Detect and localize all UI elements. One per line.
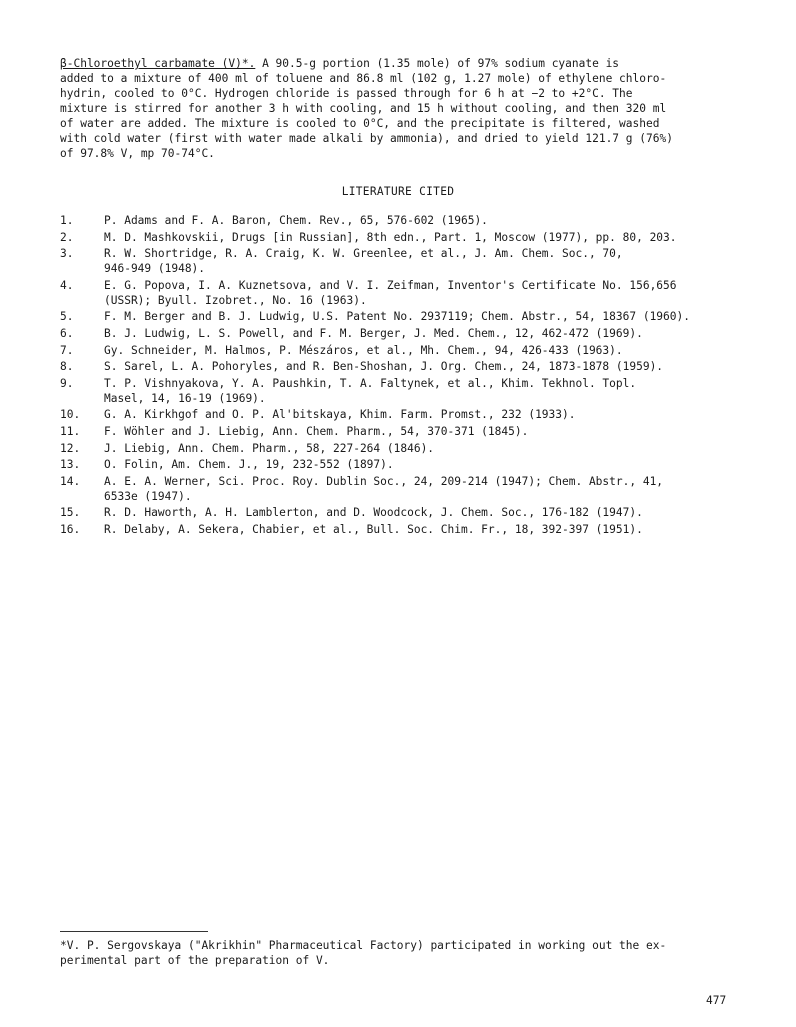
reference-item [60, 343, 760, 358]
procedure-paragraph [60, 56, 746, 161]
reference-text: F. M. Berger and B. J. Ludwig, U.S. Patent No. 2937119; Chem. Abstr., 54, 18367 (1960). [104, 310, 690, 324]
reference-item [60, 522, 760, 537]
reference-list [60, 213, 760, 539]
reference-item [60, 376, 760, 406]
reference-text: O. Folin, Am. Chem. J., 19, 232-552 (1897). [104, 458, 394, 472]
procedure-line: of 97.8% V, mp 70-74°C. [60, 147, 215, 160]
reference-text: J. Liebig, Ann. Chem. Pharm., 58, 227-264 (1846). [104, 441, 435, 455]
page-number: 477 [706, 994, 727, 1007]
reference-item [60, 407, 760, 422]
procedure-line: added to a mixture of 400 ml of toluene and 86.8 ml (102 g, 1.27 mole) of ethylene chloro- [60, 72, 667, 85]
reference-text: G. A. Kirkhgof and O. P. Al'bitskaya, Khim. Farm. Promst., 232 (1933). [104, 408, 576, 422]
reference-number: 7. [60, 343, 74, 357]
reference-number: 16. [60, 522, 81, 536]
reference-number: 4. [60, 278, 74, 292]
reference-text: P. Adams and F. A. Baron, Chem. Rev., 65, 576-602 (1965). [104, 214, 488, 227]
reference-text: E. G. Popova, I. A. Kuznetsova, and V. I. Zeifman, Inventor's Certificate No. 156,656 (USSR); Byull. Izobret., No. 16 (1963). [104, 278, 677, 307]
reference-number: 9. [60, 376, 74, 390]
reference-text: M. D. Mashkovskii, Drugs [in Russian], 8th edn., Part. 1, Moscow (1977), pp. 80, 203. [104, 230, 677, 244]
reference-number: 15. [60, 506, 81, 520]
procedure-line: of water are added. The mixture is cooled to 0°C, and the precipitate is filtered, washed [60, 117, 660, 130]
reference-item [60, 326, 760, 341]
reference-number: 12. [60, 441, 81, 455]
literature-heading: LITERATURE CITED [341, 185, 455, 198]
procedure-line: mixture is stirred for another 3 h with cooling, and 15 h without cooling, and then 320 ml [60, 102, 667, 115]
reference-number: 2. [60, 230, 74, 244]
reference-number: 11. [60, 424, 81, 438]
reference-item [60, 230, 760, 245]
reference-item [60, 213, 760, 228]
procedure-line: with cold water (first with water made alkali by ammonia), and dried to yield 121.7 g (76%) [60, 132, 673, 145]
reference-text: R. D. Haworth, A. H. Lamblerton, and D. Woodcock, J. Chem. Soc., 176-182 (1947). [104, 506, 643, 520]
reference-number: 5. [60, 310, 74, 324]
reference-item [60, 441, 760, 456]
reference-item [60, 246, 760, 276]
reference-number: 10. [60, 408, 81, 422]
reference-text: B. J. Ludwig, L. S. Powell, and F. M. Berger, J. Med. Chem., 12, 462-472 (1969). [104, 326, 643, 340]
procedure-line: hydrin, cooled to 0°C. Hydrogen chloride is passed through for 6 h at −2 to +2°C. The [60, 87, 633, 100]
reference-item [60, 278, 760, 308]
reference-text: R. Delaby, A. Sekera, Chabier, et al., Bull. Soc. Chim. Fr., 18, 392-397 (1951). [104, 522, 643, 536]
reference-number: 6. [60, 326, 74, 340]
reference-text: Gy. Schneider, M. Halmos, P. Mészáros, et al., Mh. Chem., 94, 426-433 (1963). [104, 343, 623, 357]
reference-text: S. Sarel, L. A. Pohoryles, and R. Ben-Shoshan, J. Org. Chem., 24, 1873-1878 (1959). [104, 360, 664, 374]
procedure-line: A 90.5-g portion (1.35 mole) of 97% sodium cyanate is [255, 57, 620, 70]
reference-item [60, 457, 760, 472]
reference-item [60, 359, 760, 374]
reference-item [60, 309, 760, 324]
reference-item [60, 505, 760, 520]
reference-item [60, 424, 760, 439]
reference-item [60, 474, 760, 504]
reference-number: 8. [60, 360, 74, 374]
footnote-divider [60, 931, 208, 932]
reference-text: T. P. Vishnyakova, Y. A. Paushkin, T. A. Faltynek, et al., Khim. Tekhnol. Topl. Masel, 14, 16-19 (1969). [104, 376, 637, 405]
reference-text: F. Wöhler and J. Liebig, Ann. Chem. Pharm., 54, 370-371 (1845). [104, 424, 529, 438]
compound-title: β-Chloroethyl carbamate (V)*. [60, 57, 256, 70]
footnote: *V. P. Sergovskaya ("Akrikhin" Pharmaceutical Factory) participated in working out the ex- perimental part of the preparation of V. [60, 939, 667, 967]
reference-number: 14. [60, 474, 81, 488]
reference-number: 1. [60, 214, 74, 227]
reference-number: 3. [60, 247, 74, 261]
reference-number: 13. [60, 458, 81, 472]
reference-text: A. E. A. Werner, Sci. Proc. Roy. Dublin Soc., 24, 209-214 (1947); Chem. Abstr., 41, 6533e (1947). [104, 474, 664, 503]
reference-text: R. W. Shortridge, R. A. Craig, K. W. Greenlee, et al., J. Am. Chem. Soc., 70, 946-949 (1948). [104, 247, 623, 276]
